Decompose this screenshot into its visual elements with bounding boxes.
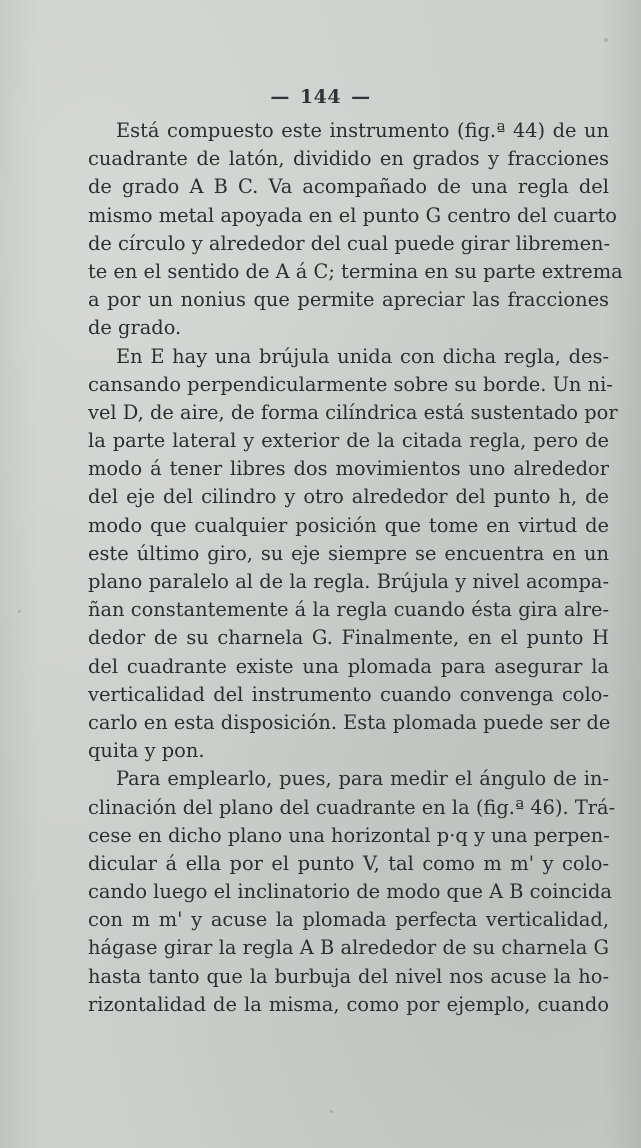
page-number-header	[0, 86, 641, 108]
body-text	[88, 117, 623, 1019]
text-line: quita y pon.	[88, 739, 205, 763]
text-line: ñan constantemente á la regla cuando ésta gira alre-	[88, 598, 609, 622]
text-line: cansando perpendicularmente sobre su borde. Un ni-	[88, 372, 613, 396]
text-line: cuadrante de latón, dividido en grados y fracciones	[88, 147, 609, 171]
text-line: cese en dicho plano una horizontal p·q y una perpen-	[88, 823, 610, 847]
text-line: rizontalidad de la misma, como por ejemplo, cuando	[88, 992, 609, 1016]
paper-speck	[330, 1110, 333, 1113]
text-line: te en el sentido de A á C; termina en su parte extrema	[88, 259, 623, 283]
text-line: Está compuesto este instrumento (fig.ª 44) de un	[116, 119, 609, 142]
text-line: modo que cualquier posición que tome en virtud de	[88, 513, 609, 537]
text-line: hágase girar la regla A B alrededor de su charnela G	[88, 936, 609, 960]
text-line: este último giro, su eje siempre se encuentra en un	[88, 541, 609, 565]
text-line: del cuadrante existe una plomada para asegurar la	[88, 654, 609, 678]
text-line: de grado.	[88, 316, 182, 340]
text-line: hasta tanto que la burbuja del nivel nos acuse la ho-	[88, 964, 609, 988]
text-line: dedor de su charnela G. Finalmente, en el punto H	[88, 626, 609, 650]
text-line: cando luego el inclinatorio de modo que A B coincida	[88, 880, 612, 904]
text-line: dicular á ella por el punto V, tal como m m' y colo-	[88, 851, 609, 875]
text-line: de grado A B C. Va acompañado de una regla del	[88, 175, 609, 199]
text-line: con m m' y acuse la plomada perfecta verticalidad,	[88, 908, 609, 932]
text-line: del eje del cilindro y otro alrededor del punto h, de	[88, 485, 609, 509]
text-line: Para emplearlo, pues, para medir el ángulo de in-	[116, 767, 609, 791]
page-number: 144	[299, 86, 342, 108]
folio-dash-right: —	[351, 86, 371, 108]
text-line: mismo metal apoyada en el punto G centro del cuarto	[88, 203, 617, 227]
text-line: verticalidad del instrumento cuando convenga colo-	[88, 682, 609, 706]
text-line: carlo en esta disposición. Esta plomada puede ser de	[88, 710, 611, 734]
folio-dash-left: —	[270, 86, 290, 108]
text-line: En E hay una brújula unida con dicha regla, des-	[116, 344, 609, 368]
text-line: a por un nonius que permite apreciar las fracciones	[88, 288, 609, 312]
text-line: modo á tener libres dos movimientos uno alrededor	[88, 457, 609, 481]
paper-speck	[604, 38, 608, 42]
text-line: vel D, de aire, de forma cilíndrica está sustentado por	[88, 400, 618, 424]
text-line: clinación del plano del cuadrante en la (fig.ª 46). Trá-	[88, 795, 616, 819]
paper-speck	[18, 610, 21, 613]
text-line: de círculo y alrededor del cual puede girar libremen-	[88, 231, 611, 255]
text-line: plano paralelo al de la regla. Brújula y nivel acompa-	[88, 570, 609, 593]
text-line: la parte lateral y exterior de la citada regla, pero de	[88, 429, 609, 453]
